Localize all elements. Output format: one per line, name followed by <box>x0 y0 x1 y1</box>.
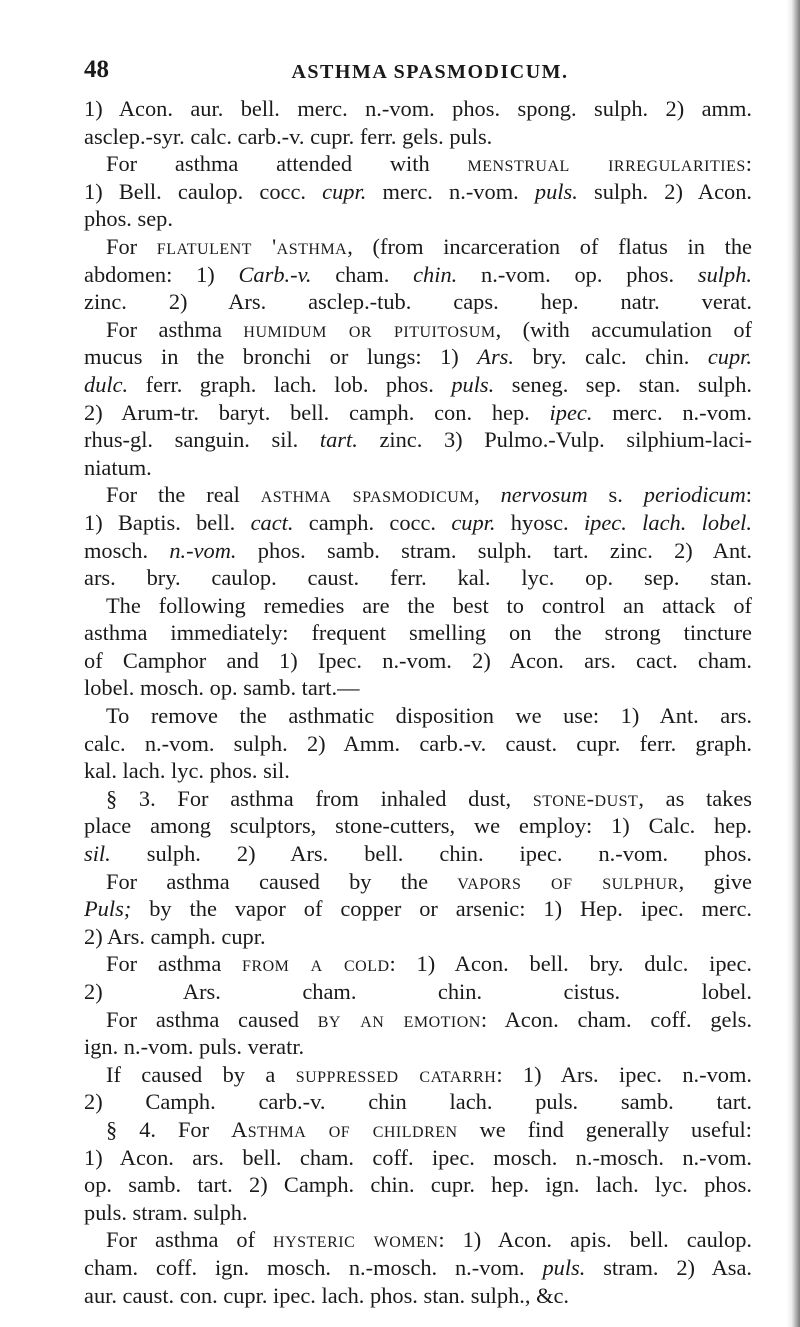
line-text: of Camphor and 1) Ipec. n.-vom. 2) Acon. ars. cact. cham. <box>84 647 752 673</box>
text-line <box>84 426 752 454</box>
line-text: For asthma <box>106 951 243 977</box>
text-line <box>84 1033 752 1061</box>
line-text: ferr. graph. lach. lob. phos. <box>128 371 452 397</box>
text-line <box>84 123 752 151</box>
text-line <box>84 1282 752 1310</box>
text-line <box>84 923 752 951</box>
text-line <box>84 233 752 261</box>
line-text: cham. coff. ign. mosch. n.-mosch. n.-vom. <box>84 1254 543 1280</box>
line-text: mosch. <box>84 537 170 563</box>
text-line <box>84 950 752 978</box>
italic-text: cupr. <box>322 178 367 204</box>
line-text: 1) Bell. caulop. cocc. <box>84 178 323 204</box>
italic-text: chin. <box>413 261 458 287</box>
text-line <box>84 537 752 565</box>
line-text: mucus in the bronchi or lungs: 1) <box>84 344 478 370</box>
text-line <box>84 178 752 206</box>
line-text: place among sculptors, stone-cutters, we employ: 1) Calc. hep. <box>84 813 752 839</box>
line-text: asthma immediately: frequent smelling on the strong tincture <box>84 620 752 646</box>
small-caps-text: humidum or pituitosum <box>243 316 496 342</box>
italic-text: Puls; <box>84 896 132 922</box>
italic-text: cupr. <box>451 509 496 535</box>
text-line <box>84 564 752 592</box>
text-line <box>84 702 752 730</box>
text-line <box>84 730 752 758</box>
text-line <box>84 454 752 482</box>
italic-text: ipec. <box>549 399 593 425</box>
line-text: seneg. sep. stan. sulph. <box>494 371 752 397</box>
text-line <box>84 1171 752 1199</box>
line-text: 2) Ars. camph. cupr. <box>84 923 266 949</box>
line-text: 1) Acon. ars. bell. cham. coff. ipec. mosch. n.-mosch. n.-vom. <box>84 1144 752 1170</box>
small-caps-text: from a cold <box>242 951 390 977</box>
line-text: aur. caust. con. cupr. ipec. lach. phos. stan. sulph., &c. <box>84 1282 570 1308</box>
page-header <box>84 56 752 86</box>
line-text: s. <box>587 482 644 508</box>
line-text: merc. n.-vom. <box>592 399 752 425</box>
text-line <box>84 288 752 316</box>
line-text: § 4. For <box>106 1116 232 1142</box>
line-text: For asthma of <box>106 1227 274 1253</box>
line-text: abdomen: 1) <box>84 261 239 287</box>
italic-text: sil. <box>84 841 111 867</box>
text-line <box>84 1088 752 1116</box>
line-text: puls. stram. sulph. <box>84 1199 248 1225</box>
italic-text: sulph. <box>697 261 752 287</box>
italic-text: periodicum <box>643 482 746 508</box>
line-text: asclep.-syr. calc. carb.-v. cupr. ferr. gels. puls. <box>84 123 493 149</box>
small-caps-text: suppressed catarrh <box>295 1061 497 1087</box>
italic-text: Ars. <box>477 344 514 370</box>
line-text: sulph. 2) Ars. bell. chin. ipec. n.-vom. phos. <box>110 841 752 867</box>
text-line <box>84 868 752 896</box>
text-line <box>84 1199 752 1227</box>
line-text: phos. sep. <box>84 206 173 232</box>
line-text: 1) Acon. aur. bell. merc. n.-vom. phos. spong. sulph. 2) amm. <box>84 96 752 121</box>
italic-text: puls. <box>451 371 495 397</box>
line-text: , (with accumulation of <box>495 316 752 342</box>
italic-text: nervosum <box>500 482 588 508</box>
text-line <box>84 1254 752 1282</box>
text-line <box>84 978 752 1006</box>
text-line <box>84 205 752 233</box>
italic-text: puls. <box>542 1254 586 1280</box>
text-line <box>84 1144 752 1172</box>
line-text: bry. calc. chin. <box>513 344 708 370</box>
text-line <box>84 592 752 620</box>
italic-text: dulc. <box>84 371 129 397</box>
italic-text: ipec. lach. lobel. <box>583 509 752 535</box>
line-text: For the real <box>106 482 261 508</box>
page-number: 48 <box>84 56 109 83</box>
line-text: : <box>745 151 752 177</box>
line-text: zinc. 3) Pulmo.-Vulp. silphium-laci- <box>357 427 752 453</box>
line-text: For asthma caused by the <box>106 868 458 894</box>
line-text: For asthma <box>106 316 244 342</box>
italic-text: n.-vom. <box>169 537 237 563</box>
line-text: For asthma attended with <box>106 151 468 177</box>
line-text: stram. 2) Asa. <box>585 1254 752 1280</box>
line-text: hyosc. <box>495 509 584 535</box>
line-text: For <box>106 233 157 259</box>
line-text: : Acon. cham. coff. gels. <box>480 1006 752 1032</box>
running-title: ASTHMA SPASMODICUM. <box>291 61 569 83</box>
text-line <box>84 1116 752 1144</box>
line-text: If caused by a <box>106 1061 296 1087</box>
small-caps-text: hysteric women <box>273 1227 439 1253</box>
line-text: zinc. 2) Ars. asclep.-tub. caps. hep. natr. verat. <box>84 289 752 315</box>
text-line <box>84 95 752 123</box>
text-line <box>84 509 752 537</box>
text-line <box>84 812 752 840</box>
text-line <box>84 371 752 399</box>
line-text: by the vapor of copper or arsenic: 1) Hep. ipec. merc. <box>131 896 752 922</box>
text-line <box>84 399 752 427</box>
text-line <box>84 343 752 371</box>
line-text: n.-vom. op. phos. <box>457 261 698 287</box>
text-line <box>84 840 752 868</box>
text-line <box>84 895 752 923</box>
text-line <box>84 619 752 647</box>
text-line <box>84 674 752 702</box>
text-line <box>84 1061 752 1089</box>
line-text: , as takes <box>638 785 752 811</box>
line-text: : <box>745 482 752 508</box>
line-text: kal. lach. lyc. phos. sil. <box>84 758 290 784</box>
italic-text: tart. <box>319 427 358 453</box>
line-text: we find generally useful: <box>457 1116 752 1142</box>
line-text: : 1) Acon. apis. bell. caulop. <box>438 1227 752 1253</box>
line-text: , give <box>678 868 752 894</box>
line-text: § 3. For asthma from inhaled dust, <box>106 785 533 811</box>
line-text: For asthma caused <box>106 1006 318 1032</box>
italic-text: Carb.-v. <box>238 261 312 287</box>
italic-text: puls. <box>534 178 578 204</box>
line-text: , <box>474 482 501 508</box>
line-text: , (from incarceration of flatus in the <box>347 233 752 259</box>
small-caps-text: asthma spasmodicum <box>260 482 475 508</box>
text-line <box>84 1226 752 1254</box>
page-edge-shadow <box>786 0 800 1327</box>
line-text: The following remedies are the best to control an attack of <box>106 592 752 618</box>
text-line <box>84 261 752 289</box>
line-text: camph. cocc. <box>293 509 452 535</box>
small-caps-text: vapors of sulphur <box>457 868 679 894</box>
line-text: op. samb. tart. 2) Camph. chin. cupr. hep. ign. lach. lyc. phos. <box>84 1172 752 1198</box>
line-text: sulph. 2) Acon. <box>577 178 752 204</box>
text-line <box>84 481 752 509</box>
small-caps-text: Asthma of children <box>231 1116 458 1142</box>
italic-text: cupr. <box>707 344 752 370</box>
text-line <box>84 647 752 675</box>
italic-text: cact. <box>250 509 294 535</box>
text-line <box>84 785 752 813</box>
line-text: 1) Baptis. bell. <box>84 509 251 535</box>
text-line <box>84 150 752 178</box>
small-caps-text: by an emotion <box>317 1006 481 1032</box>
text-line <box>84 757 752 785</box>
line-text: 2) Arum-tr. baryt. bell. camph. con. hep. <box>84 399 550 425</box>
small-caps-text: stone-dust <box>532 785 639 811</box>
line-text: 2) Ars. cham. chin. cistus. lobel. <box>84 979 752 1004</box>
line-text: calc. n.-vom. sulph. 2) Amm. carb.-v. caust. cupr. ferr. graph. <box>84 730 752 756</box>
line-text: lobel. mosch. op. samb. tart.— <box>84 675 360 701</box>
page-body <box>84 95 752 1309</box>
line-text: ign. n.-vom. puls. veratr. <box>84 1034 305 1060</box>
line-text: ars. bry. caulop. caust. ferr. kal. lyc. op. sep. stan. <box>84 565 752 591</box>
line-text: : 1) Ars. ipec. n.-vom. <box>496 1061 752 1087</box>
line-text: rhus-gl. sanguin. sil. <box>84 427 320 453</box>
line-text: merc. n.-vom. <box>366 178 535 204</box>
line-text: phos. samb. stram. sulph. tart. zinc. 2) Ant. <box>236 537 752 563</box>
line-text: 2) Camph. carb.-v. chin lach. puls. samb. tart. <box>84 1089 752 1115</box>
line-text: cham. <box>311 261 414 287</box>
line-text: niatum. <box>84 454 152 480</box>
line-text: To remove the asthmatic disposition we use: 1) Ant. ars. <box>106 703 752 729</box>
small-caps-text: flatulent 'asthma <box>156 233 348 259</box>
text-line <box>84 1006 752 1034</box>
text-line <box>84 316 752 344</box>
small-caps-text: menstrual irregularities <box>467 151 746 177</box>
line-text: : 1) Acon. bell. bry. dulc. ipec. <box>389 951 752 977</box>
